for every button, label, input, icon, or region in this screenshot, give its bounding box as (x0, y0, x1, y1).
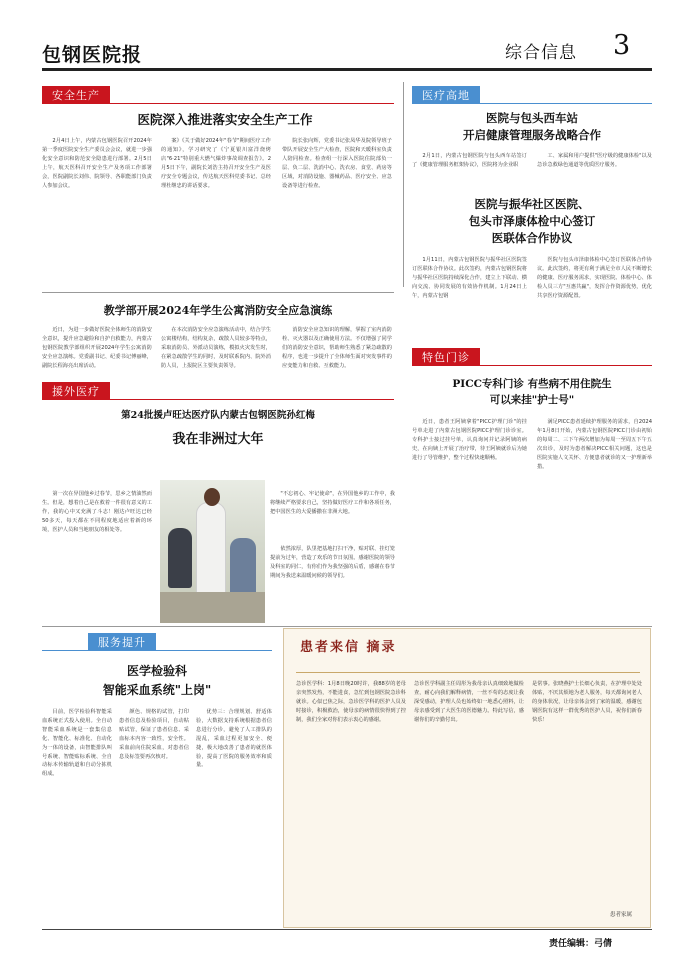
article3-col1: 1月11日，内蒙古包钢医院与振华社区医院签订医联体合作协议。此次签约，内蒙古包钢医院将与振华社区医院持续深化合作，建立上下联动、横向交流、协同发展的有效协作机制。1月24日上午，内蒙古包钢 (412, 257, 527, 299)
tag-aid-rule (42, 399, 394, 400)
letter-title-rule (296, 672, 640, 673)
article7-col3: 优势三：合理规划、舒适体验，大数据支持系统根据患者信息进行分诊，避免了人工排队的混乱，采血过程更加安全、便捷，极大地改善了患者的就医体验，提高了医院的服务效率和质量。 (196, 709, 272, 769)
article6-headline-1: PICC专科门诊 有些病不用住院生 (452, 378, 612, 390)
article5-col2: 依然浓厚，队里把基地打扫干净，贴对联、挂灯笼提前为过年，营造了欢乐的节日氛围。感谢医院的领导及科室的同仁，有你们作为我坚强的后盾，感谢在春节期间为我送来温暖问候的领导们。 (270, 546, 395, 579)
article1-headline: 医院深入推进落实安全生产工作 (137, 112, 313, 127)
article5-headline-1: 第24批援卢旺达医疗队内蒙古包钢医院孙红梅 (121, 410, 315, 421)
tag-medical: 医疗高地 (412, 86, 480, 103)
article6-col2: 满足PICC患者延续护理服务的需求，自2024年1月8日开始，内蒙古包钢医院PICC门诊由初始的每周二、三下午两次增加为每周一至周五下午五次出诊，及时为患者解决PICC相关问题，这也是医院实施人文关怀、方便患者就诊的又一护理新举措。 (537, 419, 652, 470)
article2-headline-2: 开启健康管理服务战略合作 (463, 128, 601, 142)
article3-headline-1: 医院与振华社区医院、 (474, 197, 590, 211)
letter-signature: 患者家属 (610, 912, 633, 918)
article5-col1: 第一次在异国他乡过春节，思乡之情油然而生。但是，想着自己是在救着一件很有意义的工作，我的心中又充满了斗志！刚达卢旺达已经50多天，每天都在不同程度地适应着新的环境，医护人员和当地朋友的相处等。 (42, 491, 152, 533)
article6-headline-2: 可以来挂"护士号" (489, 394, 575, 406)
article1-col3: 院长张向辉，党委书记张凤华及院领导班子带队开展安全生产大检查，医院和天暖科室负责人陪同检查。检查组一行深入医院住院部负一层、负二层、洗消中心、洗衣房、食堂、药房等区域，对消防设施、器械药品、医疗安全、应急设备等进行检查。 (282, 138, 392, 189)
article7-headline-2: 智能采血系统"上岗" (102, 683, 212, 697)
masthead-rule (42, 68, 652, 71)
article4-col1: 近日，为进一步做好医院全体师生的消防安全意识，提升应急避险和自护自救能力，内蒙古包钢医院教学部组织开展2024年学生公寓消防安全应急演练。党委副书记、纪委书记傅丽峰，副院长程海亮出席活动。 (42, 327, 152, 369)
paper-title: 包钢医院报 (42, 44, 143, 66)
lower-section-rule (42, 626, 652, 627)
tag-medical-rule (412, 103, 652, 104)
article1-col1: 2月4日上午，内蒙古包钢医院召开2024年第一季度医院安全生产委员会会议，就进一步强化安全意识和防范安全隐患进行部署。2月5日上午，航天医科召开安全生产及务项工作部署会，医院副院长刘伟、院领导、各职能部门负责人参加会议。 (42, 138, 152, 189)
article5-headline-2: 我在非洲过大年 (172, 432, 264, 447)
article6-col1: 近日，患者王阿姨拿着"PICC护理门诊"的挂号单走进了内蒙古包钢医院PICC护理门诊诊室。专科护士接过挂号单，认真询问并记录阿姨的病史，在向姨上开展了治疗带，待王阿姨就诊后为她进行了导管维护，整个过程快速顺畅。 (412, 419, 527, 461)
article2-headline-1: 医院与包头西车站 (486, 111, 578, 125)
article3-col2: 医院与包头市泽康体检中心签订医联体合作协议。此次签约，将更有利于满足全市人民不断增长的健康、医疗服务需求，实现医院、体检中心、体检人员三方"互惠共赢"，发挥合作资源优势，优化共享医疗资源配置。 (537, 257, 652, 299)
article7-col1: 目前，医学检验科智能采血系统正式投入使用。全自动智能采血系统是一套集信息化、智能化、标准化、自动化为一体的设备，由智能排队叫号系统、智能贴标系统、全自动标本传输轨道和自动分拣机组成。 (42, 709, 112, 778)
article4-col3: 消防安全应急知识的理解，掌握了室内消防栓、灭火器以及正确使用方法。不仅增强了同学们的消防安全意识，帮助师生熟悉了紧急疏散的程序，也进一步提升了全体师生面对突发事件的应变能力和自救、互救能力。 (282, 327, 392, 369)
article3-headline-2: 包头市泽康体检中心签订 (468, 214, 596, 228)
article5-col3: "不忘初心、牢记使命"，在异国他乡的工作中，我将继续严格要求自己，坚持做好医疗工作和各项任务，把中国医生的大爱播撒在非洲大地。 (270, 491, 395, 515)
article2-col1: 2月1日，内蒙古包钢医院与包头西车站签订了《健康管理服务框架协议》，医院将为企业职 (412, 153, 527, 168)
tag-special: 特色门诊 (412, 348, 480, 365)
column-divider (403, 82, 404, 287)
footer-rule (42, 929, 652, 930)
article4-headline: 教学部开展2024年学生公寓消防安全应急演练 (103, 304, 333, 317)
photo-figure-doctor (196, 502, 226, 602)
letter-col3: 是常事。张晓燕护士长细心负责，在护理中处处体贴，不厌其烦地为老人服务，每天都询问老人的身体状况，让母亲体会到了家的温暖，感谢包钢医院有这样一群优秀的医护人员，祝你们新春快乐！ (532, 681, 642, 723)
tag-aid: 援外医疗 (42, 382, 110, 399)
tag-safety: 安全生产 (42, 86, 110, 103)
letter-title: 患者来信 摘录 (300, 640, 397, 655)
aid-team-photo (160, 480, 265, 623)
article3-headline-3: 医联体合作协议 (491, 231, 573, 245)
page-number: 3 (613, 30, 631, 61)
editor-credit: 责任编辑：弓倩 (549, 939, 613, 949)
article7-col2: 颜色、规格的试管，打印患者信息及检验项目，自动粘贴试管，保证了患者信息、采血标本内容一致性，安全性。采血前向住院采血，对患者信息及标签要再次核对。 (119, 709, 189, 760)
article1-col2: 案》《关于做好2024年"春节"期间医疗工作的通知》，学习研究了《宁夏银川富洋烧烤店"6·21"特别重大燃气爆炸事故调查报告》。2月5日下午，副院长刘浩主持召开安全生产及医疗安全专题会议，传达航天医科党委书记、总经理杜继忠的讲话要求。 (161, 138, 271, 189)
photo-table (160, 592, 265, 623)
tag-special-rule (412, 365, 652, 366)
section-title: 综合信息 (505, 43, 577, 63)
article7-headline-1: 医学检验科 (126, 664, 187, 678)
photo-figure-head (204, 488, 220, 506)
article4-top-rule (42, 292, 394, 293)
tag-service-rule (42, 650, 272, 651)
photo-figure-right (230, 538, 256, 600)
letter-col2: 急诊医学科副主任周彤为我母亲认真细致地做检查，耐心向我们解释病情，一丝不苟的态度让我深受感动，护理人员也始终如一地悉心照料，让母亲感受到了大医生的医德魅力。特此写信，感谢你们的辛勤付出。 (414, 681, 524, 723)
tag-service: 服务提升 (88, 633, 156, 650)
article4-col2: 在本次消防安全应急演练活动中，结合学生公寓楼结构，结构复杂，疏散人员较多等特点，采取消防员、外派动员演练，模拟火灾发生时，在紧急疏散学生的同时，及时联系院内、院外消防人员，上报院区主要负责领导。 (161, 327, 271, 369)
article2-col2: 工、家属和用户提供"医疗级的健康体检"以及急诊急救绿色通道等优质医疗服务。 (537, 153, 652, 168)
photo-figure-left (168, 528, 192, 588)
tag-safety-rule (42, 103, 394, 104)
letter-col1: 急诊医学科：1月8日晚20时许，我88岁的老母亲突然发热，不能进食，急忙到包钢医院急诊科就诊。心似已焦之际，急诊医学科的医护人员及时接诊，积极救治，使母亲的病情很快得到了控制，我们全家对你们表示衷心的感谢。 (296, 681, 406, 723)
